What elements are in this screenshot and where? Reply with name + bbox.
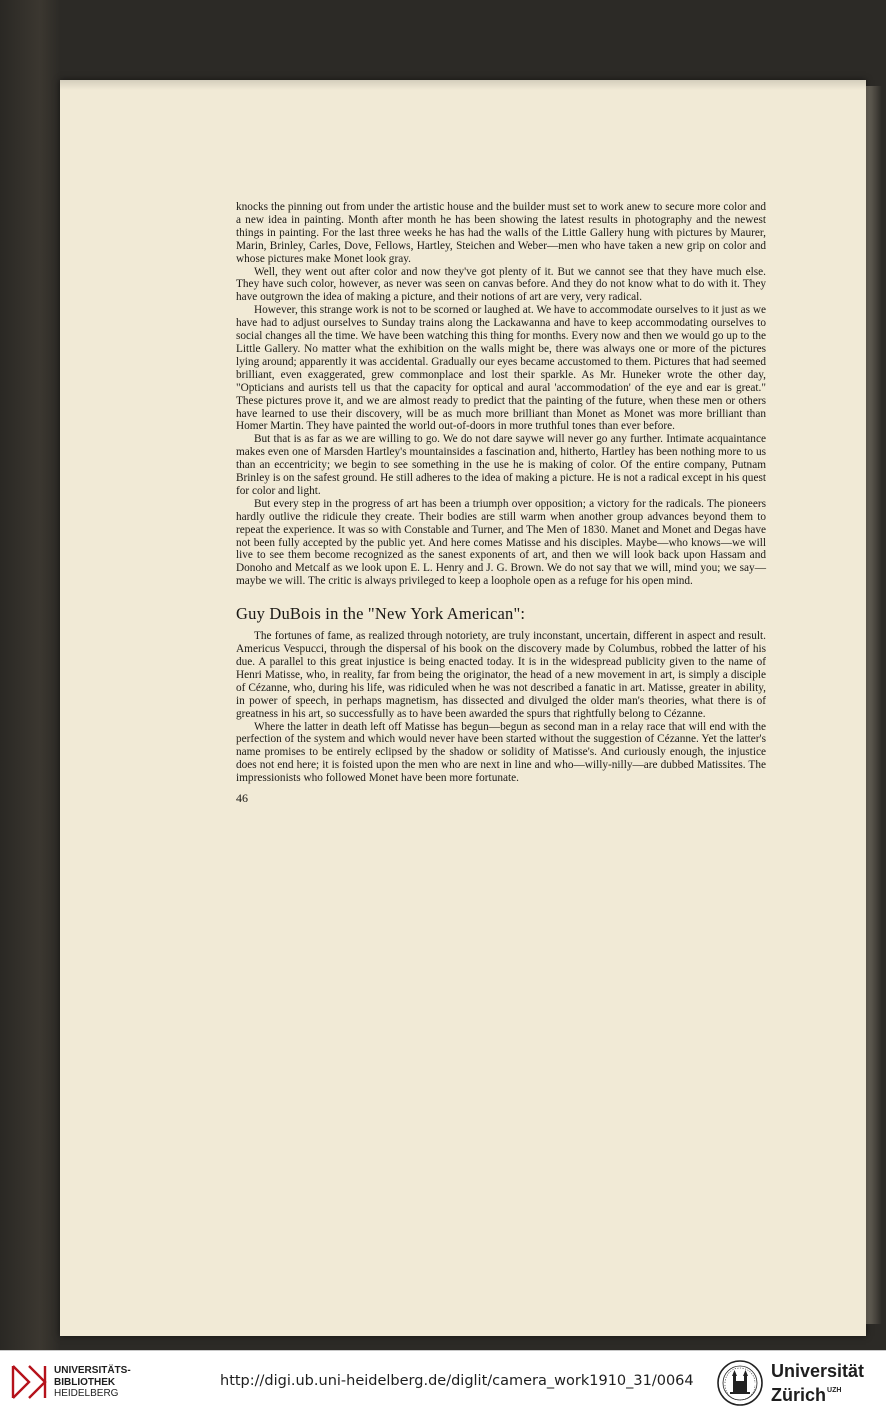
paragraph-4: But that is as far as we are willing to go. We do not dare saywe will never go any further. Intimate acquaintance makes even one of Marsden Hartley's mountainsides a fascination and, hitherto, Hartley has been nothing more to us than an eccentricity; we begin to see something in the use he is making of color. Of the entire company, Putnam Brinley is on the safest ground. He still adheres to the idea of making a picture. He is not a radical except in his quest for color and light. — [236, 433, 766, 497]
library-name[interactable] — [54, 1365, 131, 1400]
paragraph-3: However, this strange work is not to be scorned or laughed at. We have to accommodate ourselves to it just as we have had to adjust ourselves to Sunday trains along the Lackawanna and have to keep accommodating ourselves to social changes all the time. We have been watching this thing for months. Every now and then we would go up to the Little Gallery. No matter what the exhibition on the walls might be, there was always one or more of the pictures lying around; apparently it was accidental. Gradually our eyes became accustomed to them. Pictures that had seemed brilliant, even exaggerated, grew commonplace and lost their sparkle. As Mr. Huneker wrote the other day, "Opticians and aurists tell us that the capacity for optical and aural 'accommodation' of the eye and ear is great." These pictures prove it, and we are almost ready to predict that the painting of the future, when these men or others have learned to use their discovery, will be as much more brilliant than Monet as Monet was more brilliant than Homer Martin. They have painted the world out-of-doors in more truthful tones than ever before. — [236, 304, 766, 433]
permalink-url[interactable]: http://digi.ub.uni-heidelberg.de/diglit/camera_work1910_31/0064 — [220, 1373, 694, 1389]
paragraph-7: Where the latter in death left off Matisse has begun—begun as second man in a relay race that will end with the perfection of the system and which would never have been started without the suggestion of Cézanne. Yet the latter's name promises to be entirely eclipsed by the shadow or solidity of Matisse's. And curiously enough, the injustice does not end here; it is foisted upon the men who are next in line and who—willy-nilly—are dubbed Matissites. The impressionists who followed Monet have been more fortunate. — [236, 720, 766, 785]
page-number: 46 — [236, 791, 248, 806]
university-name[interactable] — [771, 1361, 864, 1405]
library-name-line-1: UNIVERSITÄTS- — [54, 1365, 131, 1376]
paragraph-6: The fortunes of fame, as realized through notoriety, are truly inconstant, uncertain, different in aspect and result. Americus Vespucci, through the dispersal of his book on the discovery made by Columbus, robbed the latter of his due. A parallel to this great injustice is being enacted today. It is in the widespread publicity given to the name of Henri Matisse, who, in reality, far from being the originator, the head of a new movement in art, is simply a disciple of Cézanne, who, during his life, was ridiculed when he was not described a fanatic in art. Matisse, greater in ability, in power of speech, in perhaps magnetism, has dissected and divulged the older man's theories, what there is of greatness in his art, so successfully as to have been awarded the spurs that rightfully belong to Cézanne. — [236, 630, 766, 720]
library-name-line-3: HEIDELBERG — [54, 1388, 119, 1399]
paragraph-5: But every step in the progress of art has been a triumph over opposition; a victory for the radicals. The pioneers hardly outlive the ridicule they create. Their bodies are still warm when another group advances beyond them to repeat the experience. It was so with Constable and Turner, and The Men of 1830. Manet and Monet and Degas have not been fully accepted by the public yet. And here comes Matisse and his disciples. Maybe—who knows—we will live to see them become recognized as the sanest exponents of art, and then we will look back upon Hassam and Donoho and Metcalf as we look upon E. L. Henry and J. G. Brown. We do not say that we will, mind you; we say—maybe we will. The critic is always privileged to keep a loophole open as a refuge for his open mind. — [236, 497, 766, 588]
page-shadow — [60, 80, 866, 90]
paragraph-2: Well, they went out after color and now they've got plenty of it. But we cannot see that they have much else. They have such color, however, as never was seen on canvas before. And they do not know what to do with it. They have outgrown the idea of making a picture, and their notions of art are very, very radical. — [236, 265, 766, 304]
library-name-line-2: BIBLIOTHEK — [54, 1376, 116, 1388]
section-heading: Guy DuBois in the "New York American": — [236, 604, 526, 624]
university-name-line-1: Universität — [771, 1361, 865, 1381]
university-abbrev: UZH — [827, 1387, 842, 1394]
footer-bar — [0, 1350, 886, 1414]
university-name-zurich: Zürich — [771, 1385, 827, 1405]
university-name-line-2 — [771, 1381, 864, 1405]
article-text — [236, 201, 766, 805]
paragraph-1: knocks the pinning out from under the artistic house and the builder must set to work anew to secure more color and a new idea in painting. Month after month he has been showing the latest results in photography and the newest things in painting. For the last three weeks he has had the walls of the Little Gallery hung with pictures by Maurer, Marin, Brinley, Carles, Dove, Fellows, Hartley, Steichen and Weber—men who have taken a new grip on color and whose pictures make Monet look gray. — [236, 201, 766, 265]
heidelberg-library-logo-icon[interactable] — [10, 1363, 48, 1401]
university-seal-icon[interactable] — [716, 1359, 764, 1407]
